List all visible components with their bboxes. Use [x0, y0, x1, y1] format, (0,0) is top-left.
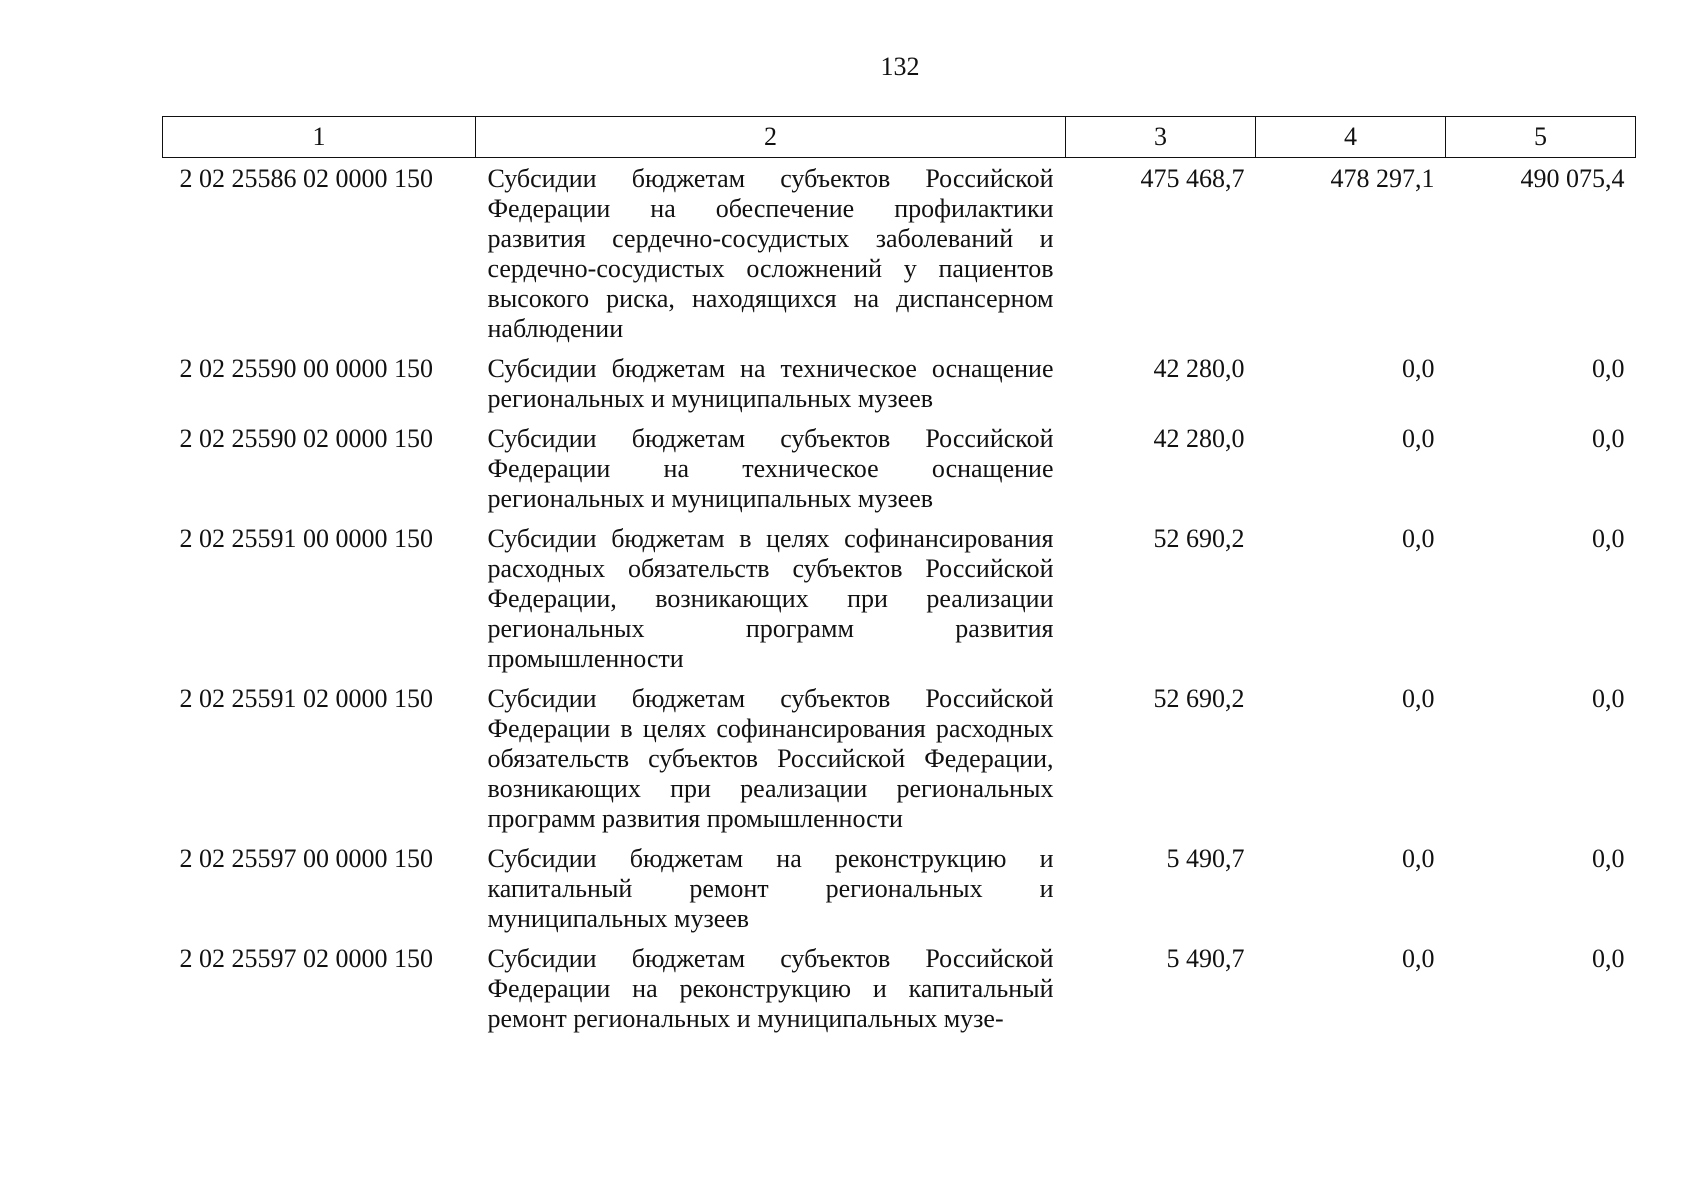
column-header-5: 5 [1446, 117, 1636, 158]
budget-code-cell: 2 02 25586 02 0000 150 [179, 164, 433, 193]
amount-col4-cell: 0,0 [1402, 354, 1435, 383]
table-row [163, 838, 1636, 938]
budget-table [162, 116, 1636, 1038]
amount-col4-cell: 0,0 [1402, 684, 1435, 713]
amount-col3-cell: 5 490,7 [1166, 944, 1245, 973]
table-row [163, 678, 1636, 838]
description-cell: Субсидии бюджетам в целях софинансирования расходных обязательств субъектов Российской Федерации, возникающих при реализации региональных программ развития промышленности [487, 524, 1054, 673]
description-cell: Субсидии бюджетам субъектов Российской Федерации в целях софинансирования расходных обязательств субъектов Российской Федерации, возникающих при реализации региональных программ развития промышленности [487, 684, 1054, 833]
amount-col3-cell: 52 690,2 [1153, 684, 1245, 713]
table-row [163, 518, 1636, 678]
amount-col5-cell: 0,0 [1592, 524, 1625, 553]
amount-col5-cell: 0,0 [1592, 684, 1625, 713]
description-cell: Субсидии бюджетам субъектов Российской Федерации на техническое оснащение региональных и муниципальных музеев [487, 424, 1054, 513]
table-row [163, 348, 1636, 418]
amount-col5-cell: 0,0 [1592, 944, 1625, 973]
column-header-1: 1 [163, 117, 476, 158]
table-row [163, 938, 1636, 1038]
amount-col3-cell: 5 490,7 [1166, 844, 1245, 873]
description-cell: Субсидии бюджетам субъектов Российской Федерации на реконструкцию и капитальный ремонт региональных и муниципальных музе- [487, 944, 1054, 1033]
amount-col4-cell: 0,0 [1402, 424, 1435, 453]
description-cell: Субсидии бюджетам субъектов Российской Федерации на обеспечение профилактики развития сердечно-сосудистых заболеваний и сердечно-сосудистых осложнений у пациентов высокого риска, находящихся на диспансерном наблюдении [487, 164, 1054, 343]
amount-col4-cell: 0,0 [1402, 844, 1435, 873]
amount-col3-cell: 475 468,7 [1140, 164, 1245, 193]
column-header-3: 3 [1066, 117, 1256, 158]
amount-col5-cell: 0,0 [1592, 424, 1625, 453]
column-header-2: 2 [476, 117, 1066, 158]
budget-code-cell: 2 02 25597 00 0000 150 [179, 844, 433, 873]
budget-code-cell: 2 02 25591 02 0000 150 [179, 684, 433, 713]
description-cell: Субсидии бюджетам на техническое оснащение региональных и муниципальных музеев [487, 354, 1054, 413]
amount-col5-cell: 490 075,4 [1520, 164, 1625, 193]
budget-code-cell: 2 02 25590 00 0000 150 [179, 354, 433, 383]
amount-col3-cell: 42 280,0 [1153, 424, 1245, 453]
amount-col4-cell: 0,0 [1402, 944, 1435, 973]
page-number: 132 [880, 52, 920, 81]
amount-col3-cell: 42 280,0 [1153, 354, 1245, 383]
budget-code-cell: 2 02 25591 00 0000 150 [179, 524, 433, 553]
budget-code-cell: 2 02 25597 02 0000 150 [179, 944, 433, 973]
amount-col5-cell: 0,0 [1592, 354, 1625, 383]
budget-code-cell: 2 02 25590 02 0000 150 [179, 424, 433, 453]
amount-col3-cell: 52 690,2 [1153, 524, 1245, 553]
amount-col4-cell: 478 297,1 [1330, 164, 1435, 193]
column-header-4: 4 [1256, 117, 1446, 158]
table-header-row [163, 117, 1636, 158]
amount-col4-cell: 0,0 [1402, 524, 1435, 553]
table-row [163, 418, 1636, 518]
amount-col5-cell: 0,0 [1592, 844, 1625, 873]
description-cell: Субсидии бюджетам на реконструкцию и капитальный ремонт региональных и муниципальных музеев [487, 844, 1054, 933]
table-row [163, 158, 1636, 349]
